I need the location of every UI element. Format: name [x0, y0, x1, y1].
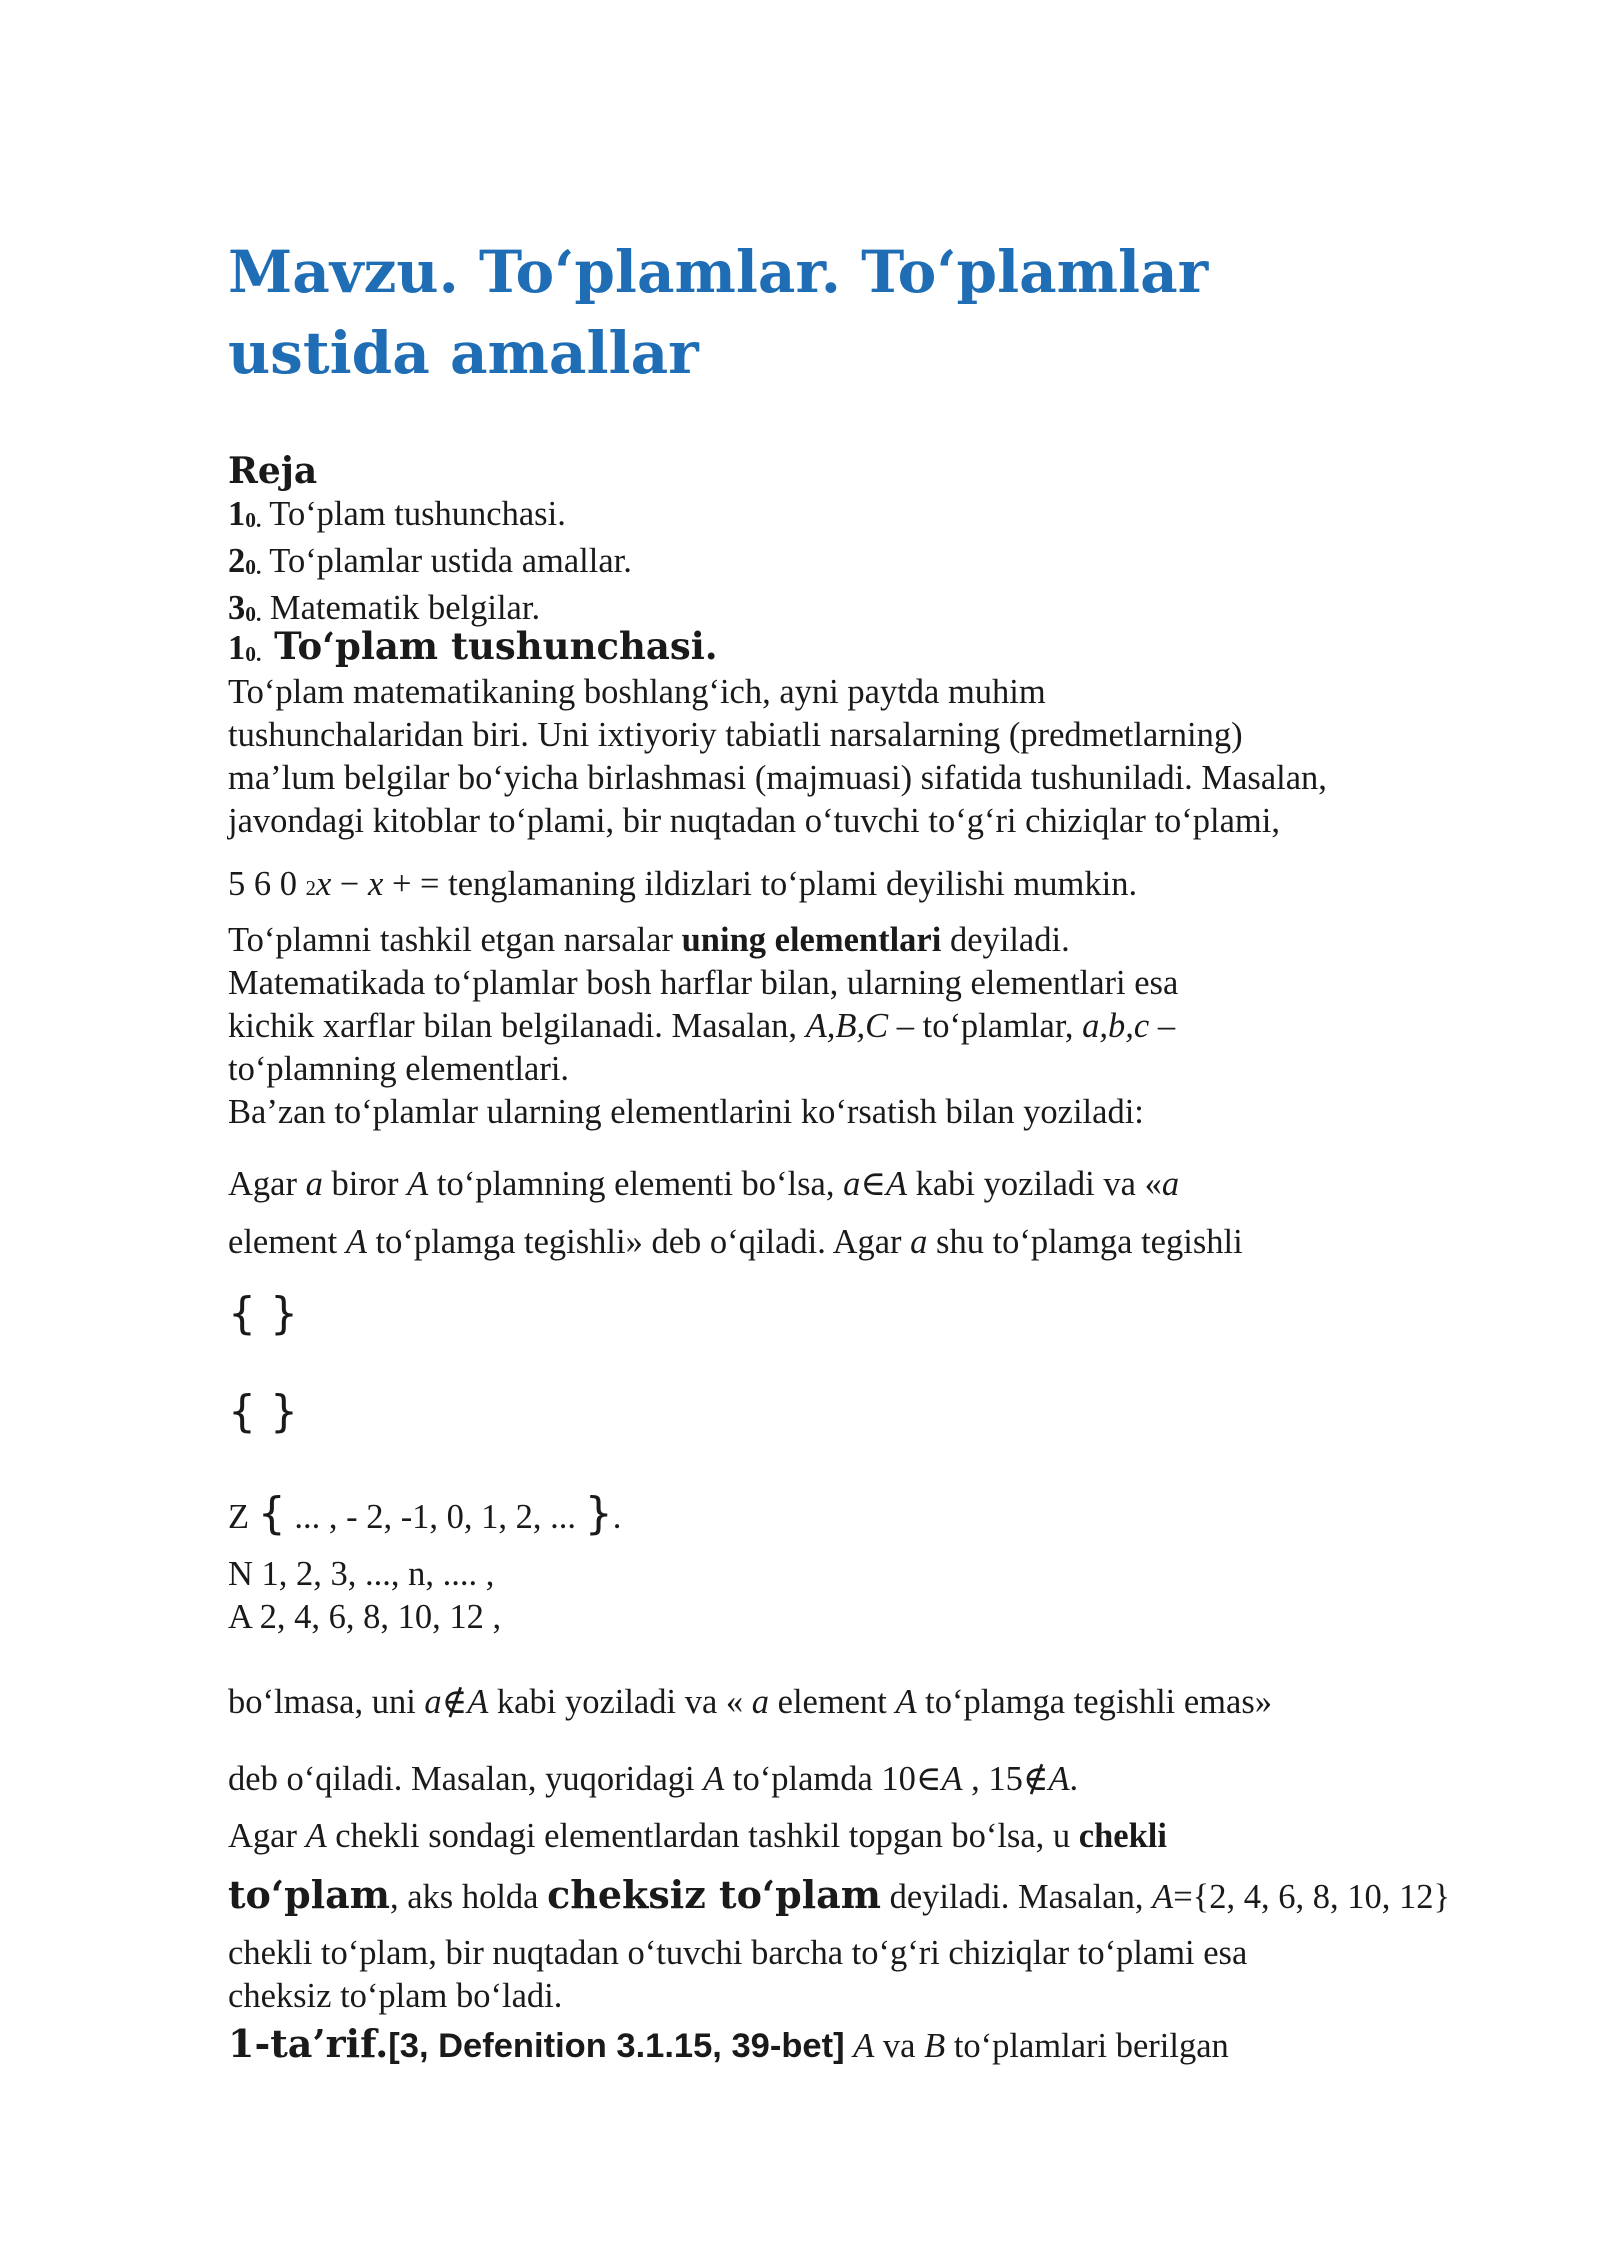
reja-item-1: $1_{0.}$ To‘plam tushunchasi. — [228, 495, 566, 533]
paragraph-membership: Agar a biror A to‘plamning elementi bo‘lsa, a∈A kabi yoziladi va «a element A to‘plamga tegishli» deb o‘qiladi. Agar a shu to‘plamga tegishli — [228, 1165, 1243, 1261]
empty-braces-1: { } — [228, 1288, 298, 1339]
page-title — [228, 232, 1328, 394]
set-examples — [228, 1553, 501, 1639]
reja-item-2: $2_{0.}$ To‘plamlar ustida amallar. — [228, 542, 632, 580]
definition-1: 1-ta’rif.[3, Defenition 3.1.15, 39-bet] A va B to‘plamlari berilgan — [228, 2021, 1229, 2066]
integer-set: Z { ... , - 2, -1, 0, 1, 2, ... }. — [228, 1488, 622, 1539]
paragraph-finite-line-2: to‘plam, aks holda cheksiz to‘plam deyiladi. Masalan, A={2, 4, 6, 8, 10, 12} — [228, 1872, 1451, 1917]
reja-list — [228, 493, 632, 634]
paragraph-finite-rest: chekli to‘plam, bir nuqtadan o‘tuvchi barcha to‘g‘ri chiziqlar to‘plami esa cheksiz to‘plam bo‘ladi. — [228, 1934, 1248, 2015]
paragraph-finite-line-1: Agar A chekli sondagi elementlardan tashkil topgan bo‘lsa, u chekli — [228, 1817, 1167, 1855]
section-heading-1: $1_{0.}$ To‘plam tushunchasi. — [228, 624, 718, 668]
empty-braces-2: { } — [228, 1386, 298, 1437]
definition-reference: [3, Defenition 3.1.15, 39-bet] — [388, 2027, 845, 2065]
paragraph-example: deb o‘qiladi. Masalan, yuqoridagi A to‘plamda 10∈A , 15∉A. — [228, 1760, 1079, 1798]
natural-set: N 1, 2, 3, ..., n, .... , — [228, 1555, 495, 1593]
paragraph-elements: To‘plamni tashkil etgan narsalar uning elementlari deyiladi. Matematikada to‘plamlar bosh harflar bilan, ularning elementlari esa kichik xarflar bilan belgilanadi. Masalan, A,B,C – to‘plamlar, a,b,c – to‘plamning elementlari. Ba’zan to‘plamlar ularning elementlarini ko‘rsatish bilan yoziladi: — [228, 921, 1179, 1131]
title-line-2: ustida amallar — [228, 319, 699, 387]
reja-heading: Reja — [228, 450, 318, 492]
title-line-1: Mavzu. To‘plamlar. To‘plamlar — [228, 238, 1209, 306]
equation-line: 5 6 0 2x − x + = tenglamaning ildizlari to‘plami deyilishi mumkin. — [228, 865, 1138, 903]
paragraph-intro: To‘plam matematikaning boshlang‘ich, ayni paytda muhim tushunchalaridan biri. Uni ixtiyoriy tabiatli narsalarning (predmetlarning) ma’lum belgilar bo‘yicha birlashmasi (majmuasi) sifatida tushuniladi. Masalan, javondagi kitoblar to‘plami, bir nuqtadan o‘tuvchi to‘g‘ri chiziqlar to‘plami, — [228, 673, 1327, 840]
set-a: A 2, 4, 6, 8, 10, 12 , — [228, 1598, 502, 1636]
definition-label: 1-ta’rif. — [228, 2021, 389, 2066]
paragraph-nonmember: bo‘lmasa, uni a∉A kabi yoziladi va « a element A to‘plamga tegishli emas» — [228, 1683, 1273, 1721]
reja-item-3: $3_{0.}$ Matematik belgilar. — [228, 589, 541, 627]
